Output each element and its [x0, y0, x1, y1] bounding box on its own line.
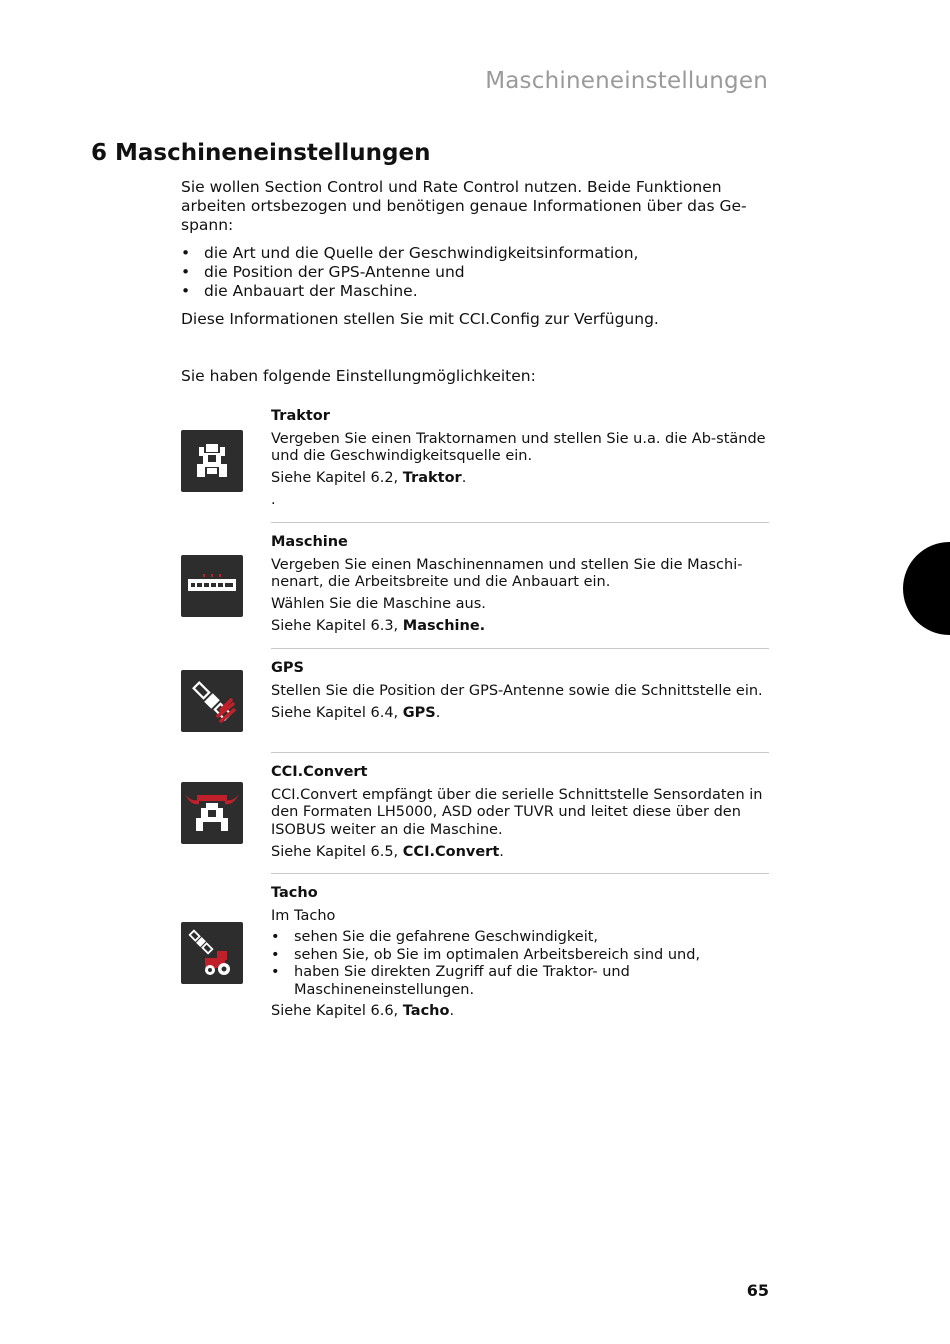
chapter-reference: Siehe Kapitel 6.6, Tacho.: [271, 1003, 455, 1019]
chapter-reference: Siehe Kapitel 6.4, GPS.: [271, 704, 441, 721]
option-description: Vergeben Sie einen Maschinennamen und stellen Sie die Maschi-nenart, die Arbeitsbreite und die Anbauart ein.: [271, 556, 743, 590]
option-gps-text: [271, 660, 769, 722]
divider: [271, 873, 769, 874]
option-title: CCI.Convert: [271, 764, 368, 780]
option-cci-convert-text: [271, 764, 769, 861]
chapter-reference: Siehe Kapitel 6.5, CCI.Convert.: [271, 843, 504, 860]
list-item: • die Position der GPS-Antenne und: [181, 263, 771, 282]
trailing-dot: .: [271, 492, 276, 508]
option-lead: Im Tacho: [271, 907, 336, 924]
running-header: Maschineneinstellungen: [485, 68, 768, 94]
intro-bullet-list: [181, 244, 771, 301]
chapter-reference: Siehe Kapitel 6.2, Traktor.: [271, 470, 467, 486]
machine-icon: [181, 555, 243, 617]
option-description: CCI.Convert empfängt über die serielle Schnittstelle Sensordaten in den Formaten LH5000, ASD oder TUVR und leitet diese über den ISOBUS weiter an die Maschine.: [271, 786, 763, 838]
option-title: Tacho: [271, 885, 318, 901]
tacho-bullet-list: [271, 929, 769, 999]
list-item: • sehen Sie die gefahrene Geschwindigkeit,: [271, 929, 769, 947]
chapter-thumb-tab: [903, 542, 950, 635]
option-extra: Wählen Sie die Maschine aus.: [271, 596, 486, 612]
option-title: Traktor: [271, 408, 330, 424]
list-item: • die Anbauart der Maschine.: [181, 282, 771, 301]
list-item: • haben Sie direkten Zugriff auf die Traktor- und Maschineneinstellungen.: [271, 964, 769, 999]
page-number: 65: [746, 1281, 769, 1300]
divider: [271, 648, 769, 649]
option-description: Vergeben Sie einen Traktornamen und stellen Sie u.a. die Ab-stände und die Geschwindigkeitsquelle ein.: [271, 430, 766, 464]
options-lead: Sie haben folgende Einstellungmöglichkeiten:: [181, 367, 536, 385]
option-traktor-text: [271, 408, 769, 510]
divider: [271, 752, 769, 753]
divider: [271, 522, 769, 523]
option-maschine-text: [271, 534, 769, 636]
option-title: GPS: [271, 660, 304, 676]
tractor-icon: [181, 430, 243, 492]
list-item: • die Art und die Quelle der Geschwindigkeitsinformation,: [181, 244, 771, 263]
chapter-reference: Siehe Kapitel 6.3, Maschine.: [271, 618, 486, 634]
option-tacho-text: [271, 885, 769, 1021]
intro-paragraph: Sie wollen Section Control und Rate Control nutzen. Beide Funktionen arbeiten ortsbezogen und benötigen genaue Informationen über das Ge-spann:: [181, 178, 747, 234]
chapter-title: 6 Maschineneinstellungen: [91, 140, 431, 166]
gps-satellite-icon: [181, 670, 243, 732]
option-description: Stellen Sie die Position der GPS-Antenne sowie die Schnittstelle ein.: [271, 682, 763, 699]
config-note: Diese Informationen stellen Sie mit CCI.Config zur Verfügung.: [181, 310, 659, 328]
list-item: • sehen Sie, ob Sie im optimalen Arbeitsbereich sind und,: [271, 947, 769, 965]
chapter-intro: [181, 178, 771, 386]
cci-convert-icon: [181, 782, 243, 844]
tacho-icon: [181, 922, 243, 984]
option-title: Maschine: [271, 534, 348, 550]
